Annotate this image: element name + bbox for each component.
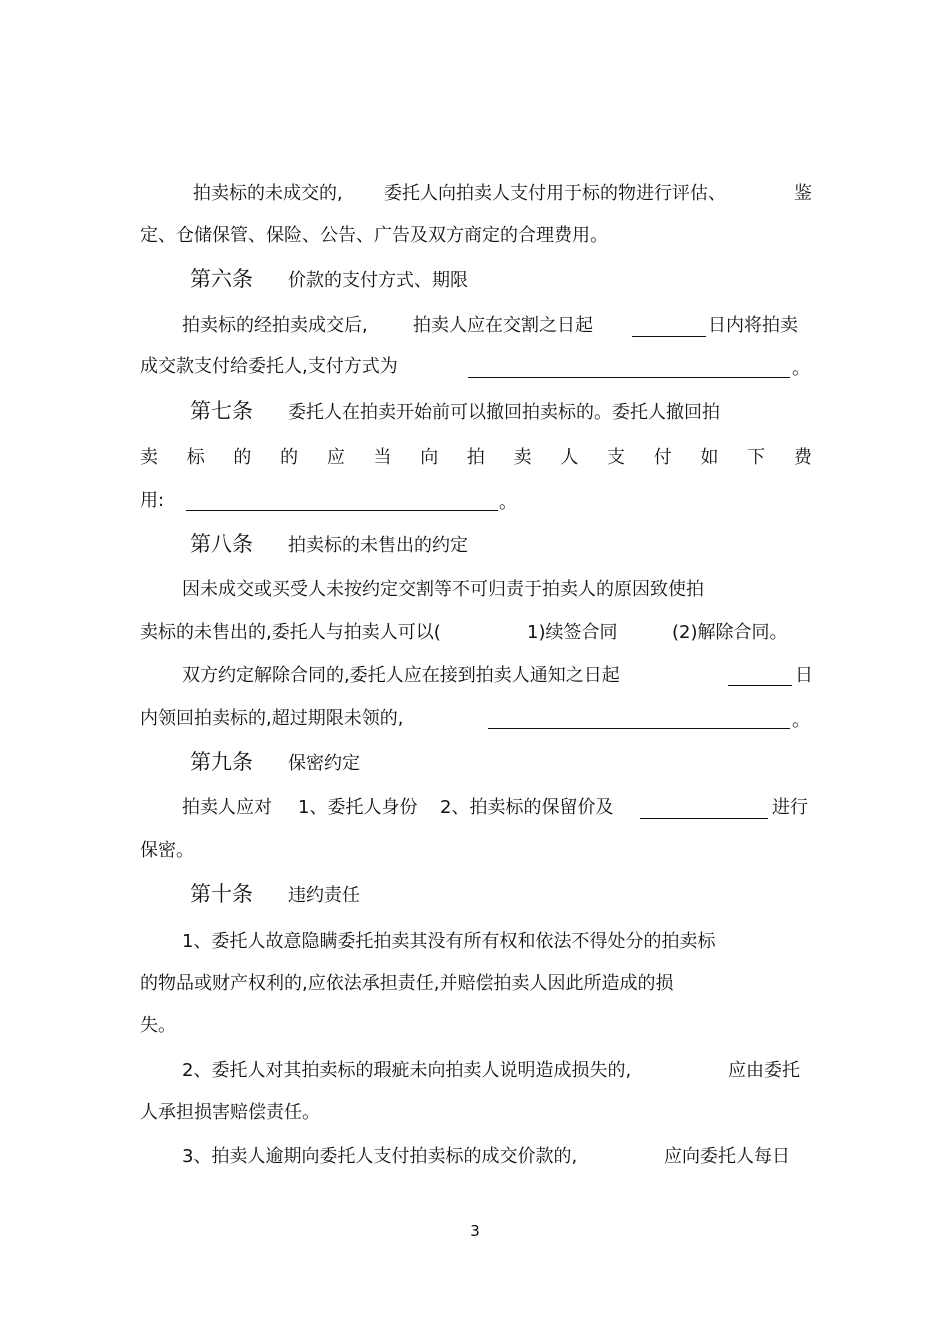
blank-payment-method <box>468 377 790 378</box>
char: 如 <box>700 447 719 468</box>
article-9-line-1-part-a: 拍卖人应对 <box>182 797 272 818</box>
char: 费 <box>793 447 812 468</box>
article-8-line-3: 双方约定解除合同的,委托人应在接到拍卖人通知之日起 <box>182 665 620 686</box>
article-7-line-1: 委托人在拍卖开始前可以撤回拍卖标的。委托人撤回拍 <box>288 402 720 423</box>
article-10-item-3-line-1-end: 应向委托人每日 <box>664 1146 790 1167</box>
article-10-item-1-line-2: 的物品或财产权利的,应依法承担责任,并赔偿拍卖人因此所造成的损 <box>140 973 674 994</box>
article-6-line-1-part-a: 拍卖标的经拍卖成交后, <box>182 315 368 336</box>
char: 卖 <box>513 447 532 468</box>
para-1-part-a: 拍卖标的未成交的, <box>193 183 343 204</box>
char: 支 <box>607 447 626 468</box>
char: 的 <box>280 447 299 468</box>
blank-confidential-items <box>640 818 768 819</box>
char: 付 <box>653 447 672 468</box>
article-10-item-1-line-3: 失。 <box>140 1015 176 1036</box>
char: 下 <box>747 447 766 468</box>
blank-withdrawal-fee <box>186 510 498 511</box>
para-1-part-b: 委托人向拍卖人支付用于标的物进行评估、 <box>384 183 726 204</box>
article-7-line-2 <box>140 446 812 470</box>
char: 卖 <box>140 447 158 468</box>
article-10-number: 第十条 <box>190 882 253 906</box>
article-8-line-4: 内领回拍卖标的,超过期限未领的, <box>140 708 404 729</box>
blank-overdue-consequence <box>488 728 790 729</box>
article-6-title: 价款的支付方式、期限 <box>288 270 468 291</box>
para-1-line-2: 定、仓储保管、保险、公告、广告及双方商定的合理费用。 <box>140 225 608 246</box>
blank-days-payment <box>632 336 706 337</box>
article-7-line-3: 用: <box>140 490 165 511</box>
article-8-line-2-part-a: 卖标的未售出的,委托人与拍卖人可以( <box>140 622 441 643</box>
char: 的 <box>233 447 252 468</box>
article-7-line-3-end: 。 <box>499 492 517 513</box>
article-6-line-2-end: 。 <box>792 358 810 379</box>
article-6-line-2: 成交款支付给委托人,支付方式为 <box>140 356 398 377</box>
blank-days-reclaim <box>728 685 792 686</box>
article-6-number: 第六条 <box>190 267 253 291</box>
char: 当 <box>373 447 392 468</box>
article-8-line-4-end: 。 <box>792 710 810 731</box>
article-8-line-3-end: 日 <box>795 665 813 686</box>
para-1-part-c: 鉴 <box>794 183 812 204</box>
article-6-line-1-part-c: 日内将拍卖 <box>708 315 798 336</box>
article-10-item-2-line-1: 2、委托人对其拍卖标的瑕疵未向拍卖人说明造成损失的, <box>182 1060 632 1081</box>
article-9-number: 第九条 <box>190 750 253 774</box>
char: 标 <box>186 447 205 468</box>
article-10-item-2-line-2: 人承担损害赔偿责任。 <box>140 1102 320 1123</box>
article-8-title: 拍卖标的未售出的约定 <box>288 535 468 556</box>
article-7-number: 第七条 <box>190 399 253 423</box>
article-9-line-1-end: 进行 <box>772 797 808 818</box>
page-number: 3 <box>470 1222 480 1240</box>
article-8-number: 第八条 <box>190 532 253 556</box>
article-8-line-1: 因未成交或买受人未按约定交割等不可归责于拍卖人的原因致使拍 <box>182 579 704 600</box>
char: 拍 <box>466 447 485 468</box>
article-6-line-1-part-b: 拍卖人应在交割之日起 <box>413 315 593 336</box>
article-9-line-1-part-c: 2、拍卖标的保留价及 <box>440 797 614 818</box>
char: 向 <box>420 447 439 468</box>
article-9-line-2: 保密。 <box>140 840 194 861</box>
article-9-line-1-part-b: 1、委托人身份 <box>298 797 418 818</box>
article-10-item-3-line-1: 3、拍卖人逾期向委托人支付拍卖标的成交价款的, <box>182 1146 578 1167</box>
article-9-title: 保密约定 <box>288 753 360 774</box>
article-10-item-1-line-1: 1、委托人故意隐瞒委托拍卖其没有所有权和依法不得处分的拍卖标 <box>182 931 716 952</box>
article-8-line-2-part-c: (2)解除合同。 <box>672 622 788 643</box>
char: 人 <box>560 447 579 468</box>
article-10-item-2-line-1-end: 应由委托 <box>728 1060 800 1081</box>
article-8-line-2-part-b: 1)续签合同 <box>527 622 618 643</box>
article-10-title: 违约责任 <box>288 885 360 906</box>
char: 应 <box>326 447 345 468</box>
